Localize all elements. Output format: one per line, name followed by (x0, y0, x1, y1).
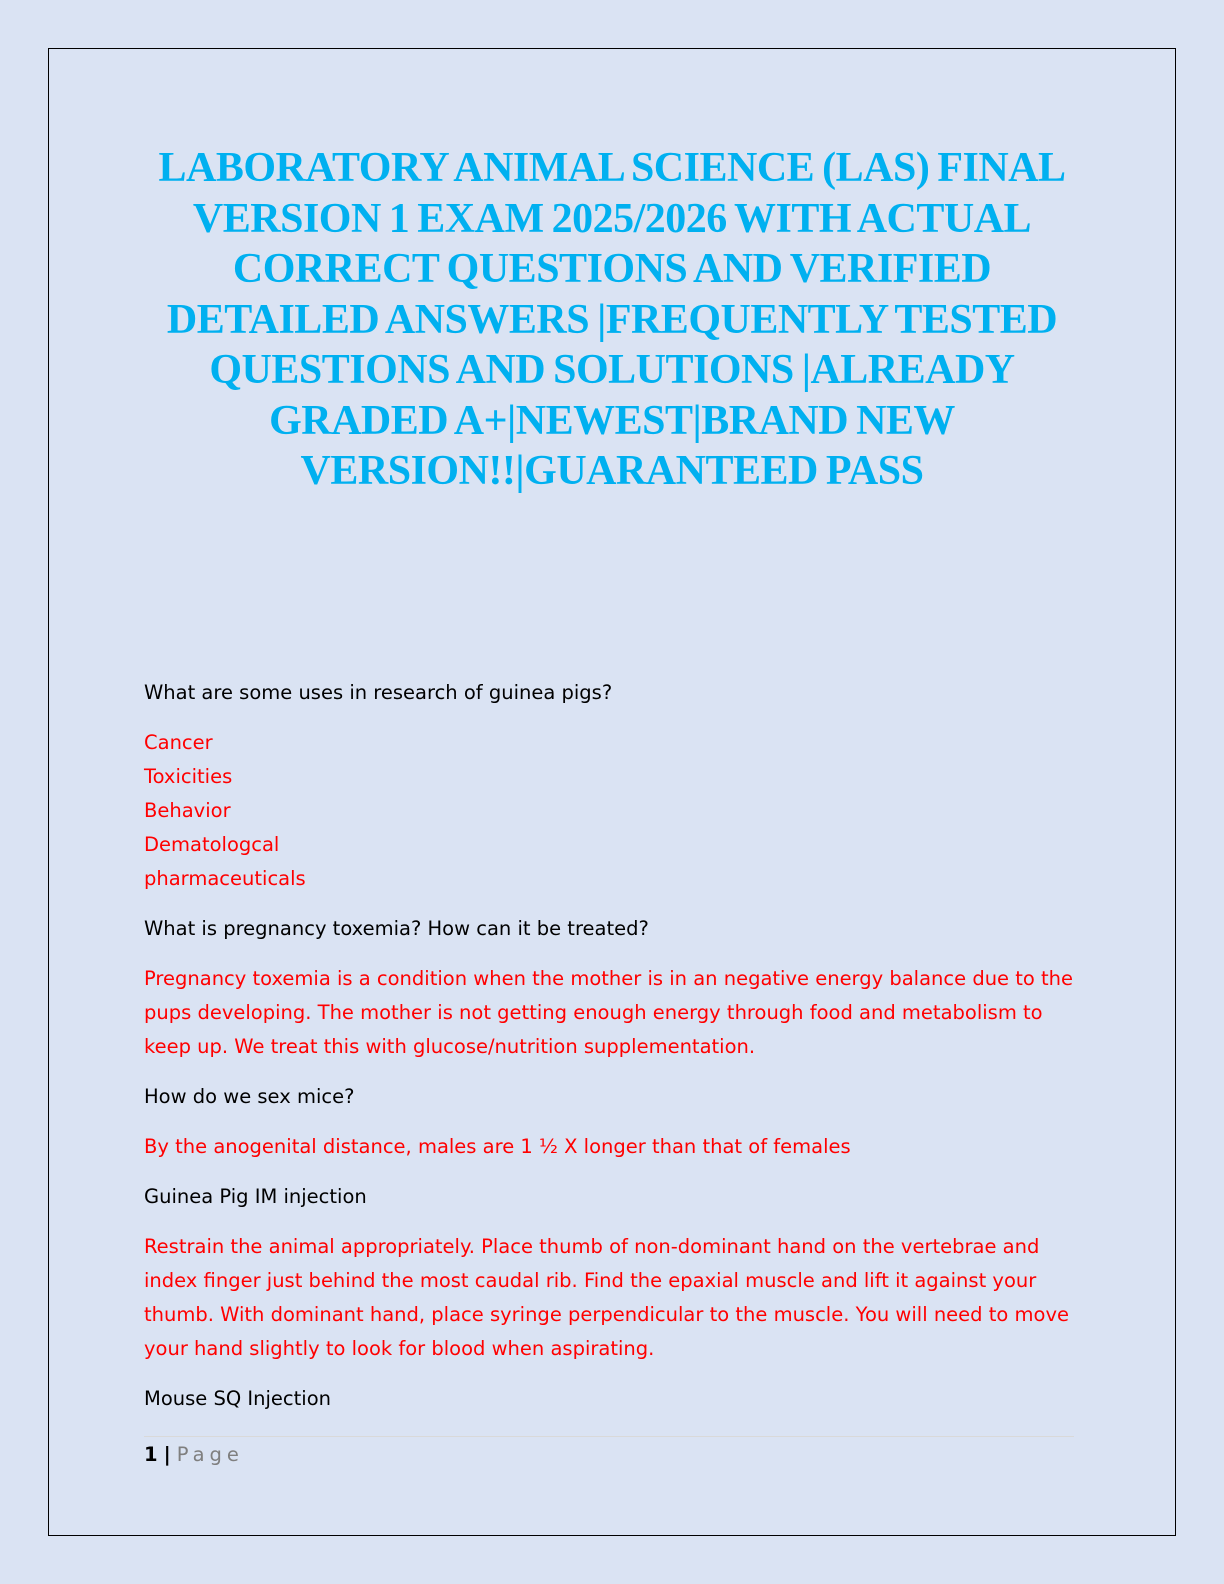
answer-2: Pregnancy toxemia is a condition when the mother is in an negative energy balance due to the pups developing. The mother is not getting enough energy through food and metabolism to keep up. We treat this with glucose/nutrition supplementation. (144, 967, 1074, 1058)
page-label: Page (176, 1443, 244, 1466)
footer-separator: | (163, 1443, 171, 1466)
qa-content (144, 676, 1084, 1432)
page-number: 1 (144, 1443, 158, 1466)
page-footer (144, 1440, 244, 1470)
question-4: Guinea Pig IM injection (144, 1185, 367, 1208)
answer-1-item: Toxicities (144, 765, 233, 788)
question-3: How do we sex mice? (144, 1085, 355, 1108)
document-title: LABORATORY ANIMAL SCIENCE (LAS) FINAL VERSION 1 EXAM 2025/2026 WITH ACTUAL CORRECT QUESTIONS AND VERIFIED DETAILED ANSWERS |FREQUENTLY TESTED QUESTIONS AND SOLUTIONS |ALREADY GRADED A+|NEWEST|BRAND NEW VERSION!!|GUARANTEED PASS (158, 145, 1066, 494)
question-2: What is pregnancy toxemia? How can it be treated? (144, 917, 649, 940)
answer-1-item: pharmaceuticals (144, 867, 306, 890)
answer-4: Restrain the animal appropriately. Place thumb of non-dominant hand on the vertebrae and index finger just behind the most caudal rib. Find the epaxial muscle and lift it against your thumb. With dominant hand, place syringe perpendicular to the muscle. You will need to move your hand slightly to look for blood when aspirating. (144, 1235, 1069, 1360)
answer-3: By the anogenital distance, males are 1 ½ X longer than that of females (144, 1135, 851, 1158)
question-5: Mouse SQ Injection (144, 1387, 331, 1410)
footer-divider (144, 1436, 1074, 1437)
question-1: What are some uses in research of guinea pigs? (144, 681, 613, 704)
answer-1-item: Dematologcal (144, 833, 280, 856)
answer-1-item: Cancer (144, 731, 213, 754)
answer-1-list (144, 726, 1084, 896)
answer-1-item: Behavior (144, 799, 231, 822)
